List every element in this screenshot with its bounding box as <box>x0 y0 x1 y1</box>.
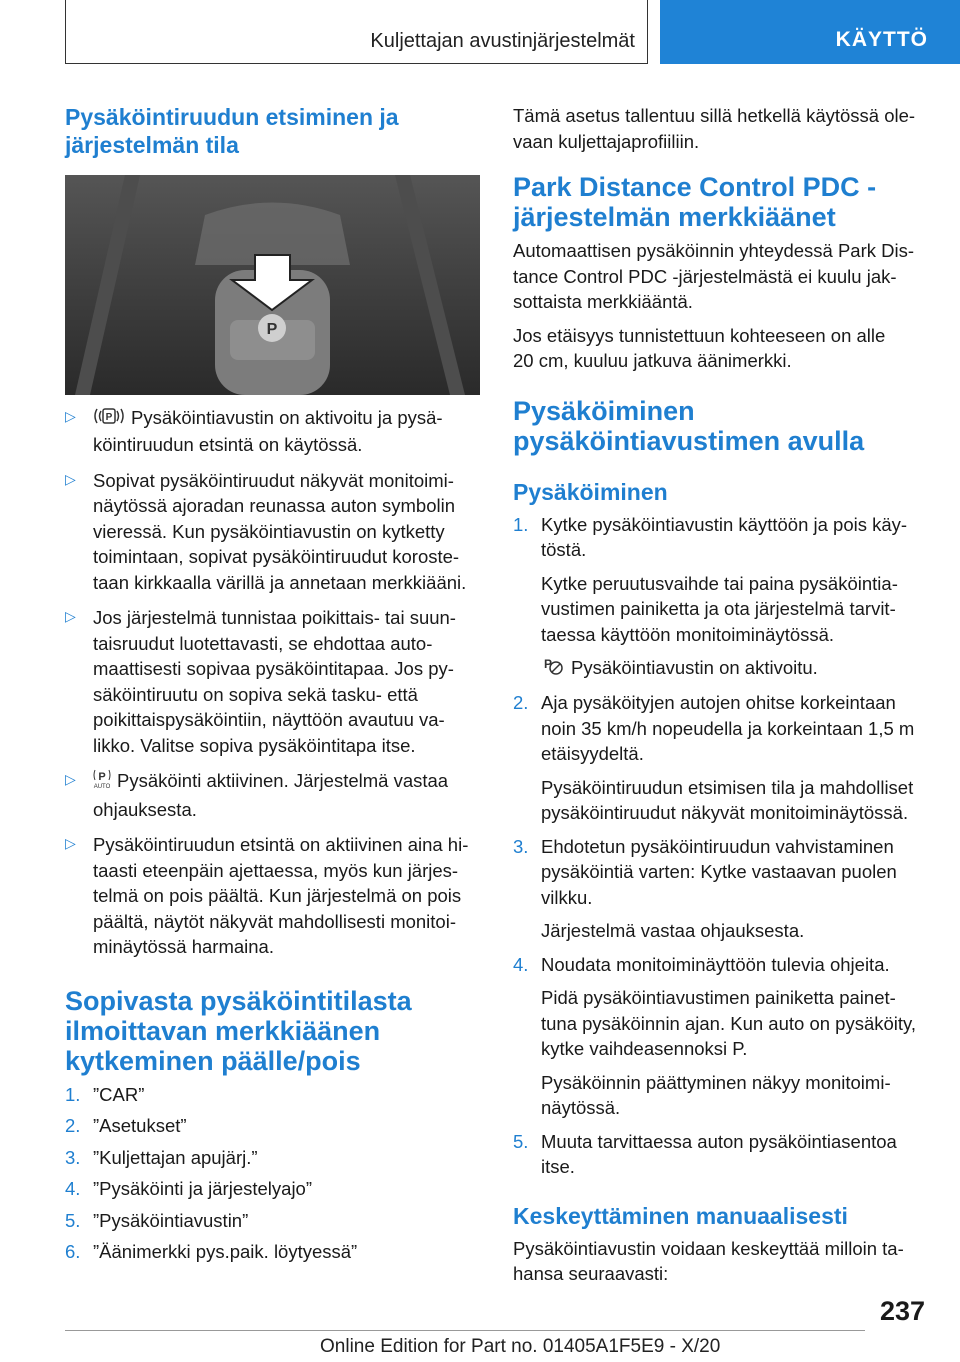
list-item: 3. Ehdotetun pysäköintiruudun vahvistaminen pysäköintiä varten: Kytke vastaavan puolen vilkku. <box>513 835 897 908</box>
heading-parking: Pysäköiminen pysäköintiavustimen avulla <box>513 395 865 456</box>
bullet-item: ▷ P AUTO Pysäköinti aktiivinen. Järjestelmä vastaa ohjauksesta. <box>65 768 485 822</box>
heading-pdc: Park Distance Control PDC - järjestelmän merkkiäänet <box>513 172 877 232</box>
chapter-tab-label: KÄYTTÖ <box>835 28 928 51</box>
bullet-item: ▷ Sopivat pysäköintiruudut näkyvät monitoimi- näytössä ajoradan reunassa auton symbolin vieressä. Kun pysäköintiavustin on kytketty toimintaan, sopivat pysäköintiruudut koroste- taan kirkkaalla värillä ja annetaan merkkiääni. <box>65 469 467 593</box>
header-box <box>65 0 648 64</box>
list-item: Pysäköinnin päättyminen näkyy monitoimi- näytössä. <box>541 1071 891 1119</box>
list-item: Pidä pysäköintiavustimen painiketta painet- tuna pysäköinnin ajan. Kun auto on pysäköity, kytke vaihdeasennoksi P. <box>541 987 917 1060</box>
svg-text:P: P <box>105 411 113 423</box>
list-item: Pysäköintiruudun etsimisen tila ja mahdolliset pysäköintiruudut näkyvät monitoiminäytössä. <box>541 776 914 824</box>
chapter-tab <box>660 0 960 64</box>
left-column <box>65 103 485 159</box>
heading-parking-search: Pysäköintiruudun etsiminen ja järjestelmän tila <box>65 104 399 158</box>
list-item: Kytke peruutusvaihde tai paina pysäköintia- vustimen painiketta ja ota järjestelmä tarvit- taessa käyttöön monitoiminäytössä. <box>541 572 898 645</box>
list-item: Järjestelmä vastaa ohjauksesta. <box>541 920 805 942</box>
list-item: 5. ”Pysäköintiavustin” <box>65 1209 249 1231</box>
list-item: 6. ”Äänimerkki pys.paik. löytyessä” <box>65 1241 358 1263</box>
list-item: 4. Noudata monitoiminäyttöön tulevia ohjeita. <box>513 953 890 975</box>
list-item: 3. ”Kuljettajan apujärj.” <box>65 1146 258 1168</box>
intro-text: Tämä asetus tallentuu sillä hetkellä käytössä ole- vaan kuljettajaprofiiliin. <box>513 105 916 152</box>
left-body <box>65 405 485 1265</box>
parking-display-illustration <box>65 175 480 395</box>
bullet-item: ▷ Pysäköintiruudun etsintä on aktiivinen aina hi- taasti eteenpäin ajettaessa, myös kun järjes- telmä on pois päältä. Kun järjestelmä on pois päältä, näytöt näkyvät mahdollisesti monitoi- minäytössä harmaina. <box>65 834 469 958</box>
section-title: Kuljettajan avustinjärjestelmät <box>370 30 635 52</box>
svg-text:P: P <box>266 321 278 338</box>
cancel-paragraph: Pysäköintiavustin voidaan keskeyttää milloin ta- hansa seuraavasti: <box>513 1237 904 1285</box>
right-column <box>513 103 933 1287</box>
park-auto-icon <box>93 768 111 797</box>
svg-text:P: P <box>98 771 106 784</box>
park-assist-icon <box>541 656 565 683</box>
bullet-item: ▷ Jos järjestelmä tunnistaa poikittais- tai suun- taisruudut luotettavasti, se ehdottaa auto- maattisesti sopivaa pysäköintitapaa. Jos py- säköintiruutu on sopiva sekä tasku- että poikittaispysäköintiin, näyttöön avautuu va- likko. Valitse sopiva pysäköintitapa itse. <box>65 607 456 756</box>
list-item: 2. ”Asetukset” <box>65 1115 187 1137</box>
list-item: P Pysäköintiavustin on aktivoitu. <box>513 655 933 682</box>
page-number: 237 <box>880 1296 926 1326</box>
subheading-cancel: Keskeyttäminen manuaalisesti <box>513 1202 848 1229</box>
parking-sensor-icon <box>93 406 125 433</box>
subheading-parking: Pysäköiminen <box>513 478 668 505</box>
bullet-item: ▷ P Pysäköintiavustin on aktivoitu ja pysä- köintiruudun etsintä on käytössä. <box>65 407 443 456</box>
list-item: 1. Kytke pysäköintiavustin käyttöön ja pois käy- töstä. <box>513 513 908 560</box>
list-item: 4. ”Pysäköinti ja järjestelyajo” <box>65 1178 313 1200</box>
list-item: 1. ”CAR” <box>65 1083 145 1105</box>
svg-text:AUTO: AUTO <box>93 784 111 791</box>
list-item: 5. Muuta tarvittaessa auton pysäköintiasentoa itse. <box>513 1130 897 1178</box>
list-item: 2. Aja pysäköityjen autojen ohitse korkeintaan noin 35 km/h nopeudella ja korkeintaan 1,5 m etäisyydeltä. <box>513 692 915 765</box>
pdc-paragraph: Jos etäisyys tunnistettuun kohteeseen on alle 20 cm, kuuluu jatkuva äänimerkki. <box>513 324 886 371</box>
footer-divider <box>65 1330 865 1331</box>
svg-text:P: P <box>543 656 553 671</box>
heading-signal-setting: Sopivasta pysäköintitilasta ilmoittavan merkkiäänen kytkeminen päälle/pois <box>65 985 412 1076</box>
edition-note: Online Edition for Part no. 01405A1F5E9 - X/20 <box>320 1336 721 1357</box>
pdc-paragraph: Automaattisen pysäköinnin yhteydessä Park Dis- tance Control PDC -järjestelmästä ei kuulu jak- sottaista merkkiääntä. <box>513 240 915 312</box>
